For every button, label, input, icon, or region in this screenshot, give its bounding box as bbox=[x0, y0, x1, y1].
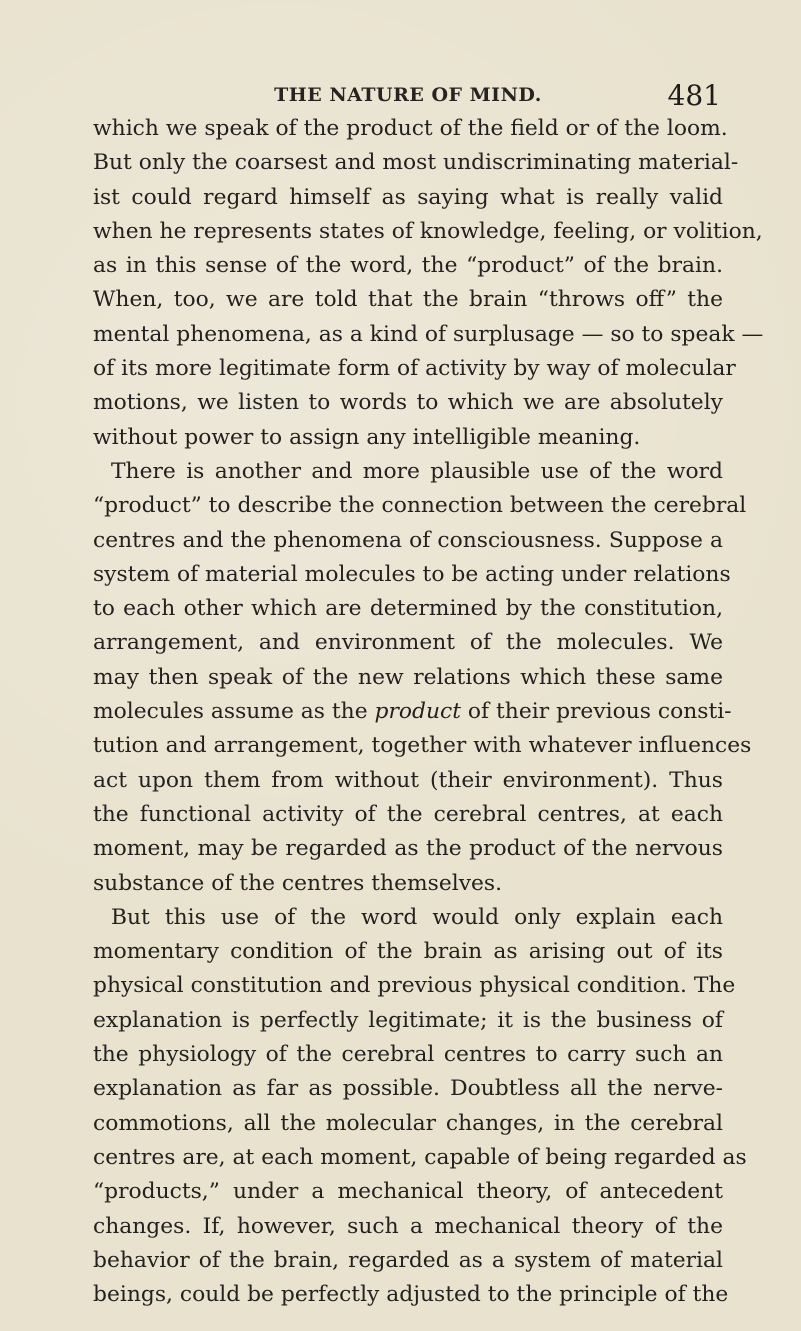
text-line: “products,” under a mechanical theory, of antecedent bbox=[93, 1179, 723, 1205]
text-line: act upon them from without (their environment). Thus bbox=[93, 767, 723, 793]
text-line: beings, could be perfectly adjusted to the principle of the bbox=[93, 1282, 729, 1308]
text-line: system of material molecules to be acting under relations bbox=[93, 561, 731, 587]
text-line: the functional activity of the cerebral centres, at each bbox=[93, 801, 723, 827]
text-line: which we speak of the product of the field or of the loom. bbox=[93, 116, 728, 141]
text-fragment: of their previous consti- bbox=[461, 699, 732, 725]
text-line: of its more legitimate form of activity by way of molecular bbox=[93, 356, 736, 382]
text-line: explanation as far as possible. Doubtless all the nerve- bbox=[93, 1076, 723, 1102]
text-line: motions, we listen to words to which we are absolutely bbox=[93, 390, 723, 416]
text-line: behavior of the brain, regarded as a system of material bbox=[93, 1247, 723, 1273]
text-line: centres are, at each moment, capable of being regarded as bbox=[93, 1144, 747, 1170]
text-line: mental phenomena, as a kind of surplusage — so to speak — bbox=[93, 321, 764, 347]
italic-word: product bbox=[374, 699, 461, 725]
text-line: moment, may be regarded as the product of the nervous bbox=[93, 836, 723, 862]
text-line: physical constitution and previous physical condition. The bbox=[93, 973, 736, 999]
text-line: centres and the phenomena of consciousness. Suppose a bbox=[93, 527, 723, 553]
text-line: when he represents states of knowledge, feeling, or volition, bbox=[93, 218, 763, 244]
text-line: ist could regard himself as saying what is really valid bbox=[93, 184, 723, 210]
text-line: “product” to describe the connection between the cerebral bbox=[93, 493, 747, 519]
running-head-title: THE NATURE OF MIND. bbox=[274, 84, 542, 106]
text-line: There is another and more plausible use of the word bbox=[111, 458, 723, 484]
text-line: But only the coarsest and most undiscriminating material- bbox=[93, 150, 739, 176]
text-line: as in this sense of the word, the “product” of the brain. bbox=[93, 253, 723, 279]
text-line-with-italic bbox=[93, 695, 732, 729]
text-line: to each other which are determined by the constitution, bbox=[93, 596, 723, 622]
text-fragment: molecules assume as the bbox=[93, 699, 375, 725]
text-line: changes. If, however, such a mechanical theory of the bbox=[93, 1213, 723, 1239]
text-line: arrangement, and environment of the molecules. We bbox=[93, 630, 723, 656]
text-line: the physiology of the cerebral centres to carry such an bbox=[93, 1042, 723, 1068]
text-line: When, too, we are told that the brain “throws off” the bbox=[93, 287, 723, 313]
page-number: 481 bbox=[667, 79, 721, 112]
body-text bbox=[93, 112, 764, 1312]
text-line: momentary condition of the brain as arising out of its bbox=[93, 939, 723, 965]
text-line: without power to assign any intelligible meaning. bbox=[93, 424, 641, 450]
text-line: tution and arrangement, together with whatever influences bbox=[93, 733, 752, 759]
text-line: But this use of the word would only explain each bbox=[111, 904, 723, 930]
text-line: explanation is perfectly legitimate; it is the business of bbox=[93, 1007, 723, 1033]
text-line: substance of the centres themselves. bbox=[93, 870, 503, 896]
text-line: may then speak of the new relations which these same bbox=[93, 664, 723, 690]
text-line: commotions, all the molecular changes, in the cerebral bbox=[93, 1110, 723, 1136]
running-head bbox=[95, 80, 721, 112]
